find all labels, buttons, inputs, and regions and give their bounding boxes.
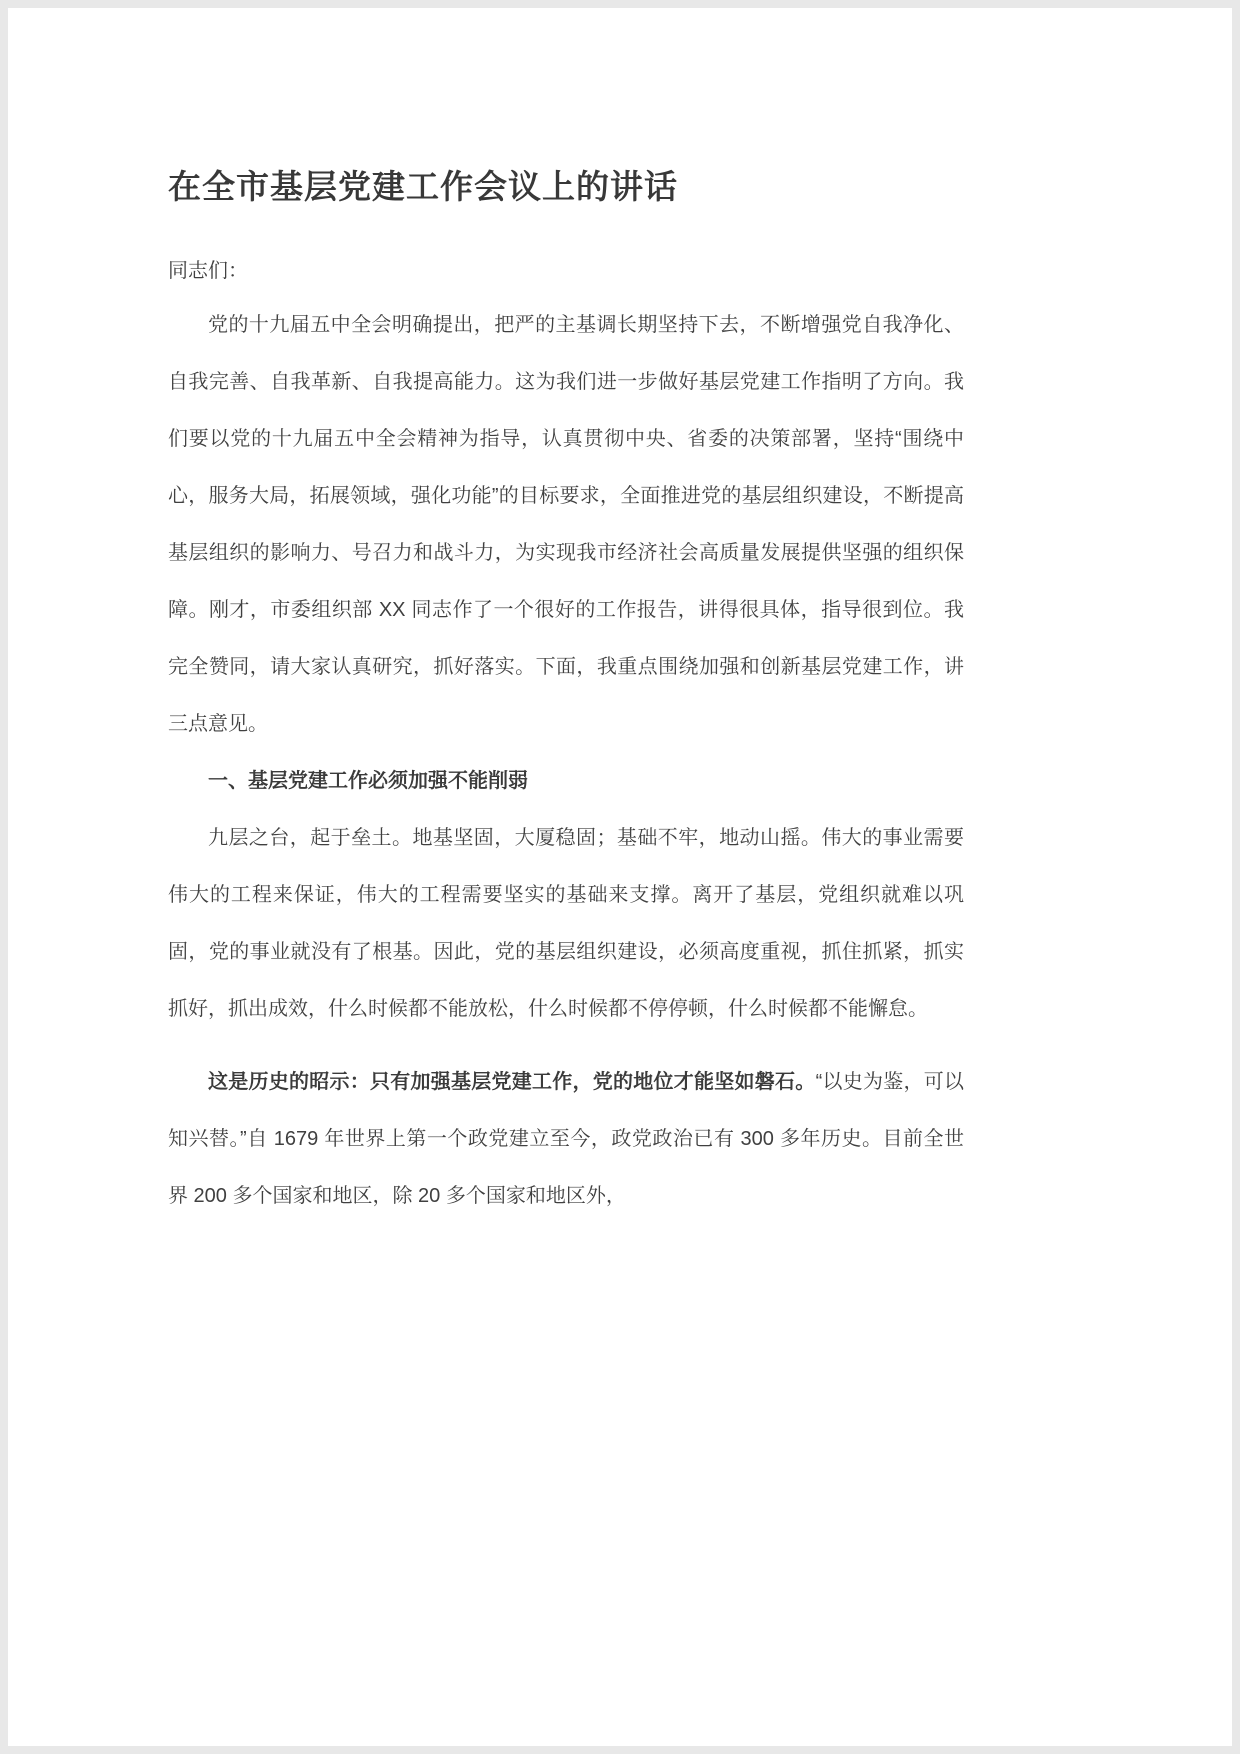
document-page xyxy=(8,8,1232,1746)
paragraph xyxy=(168,1054,964,1225)
salutation: 同志们： xyxy=(168,259,248,282)
document-title: 在全市基层党建工作会议上的讲话 xyxy=(168,168,678,205)
paragraph-text: “以史为鉴，可以知兴替。”自 1679 年世界上第一个政党建立至今，政党政治已有 300 多年历史。目前全世界 200 多个国家和地区，除 20 多个国家和地区外， xyxy=(168,1070,965,1207)
section-heading: 一、基层党建工作必须加强不能削弱 xyxy=(208,769,528,792)
document-body xyxy=(168,297,964,1225)
paragraph: 九层之台，起于垒土。地基坚固，大厦稳固；基础不牢，地动山摇。伟大的事业需要伟大的工程来保证，伟大的工程需要坚实的基础来支撑。离开了基层，党组织就难以巩固，党的事业就没有了根基。因此，党的基层组织建设，必须高度重视，抓住抓紧，抓实抓好，抓出成效，什么时候都不能放松，什么时候都不停停顿，什么时候都不能懈怠。 xyxy=(168,826,964,1020)
paragraph-bold-lead: 这是历史的昭示：只有加强基层党建工作，党的地位才能坚如磐石。 xyxy=(208,1070,816,1093)
paragraph: 党的十九届五中全会明确提出，把严的主基调长期坚持下去，不断增强党自我净化、自我完善、自我革新、自我提高能力。这为我们进一步做好基层党建工作指明了方向。我们要以党的十九届五中全会精神为指导，认真贯彻中央、省委的决策部署，坚持“围绕中心，服务大局，拓展领域，强化功能”的目标要求，全面推进党的基层组织建设，不断提高基层组织的影响力、号召力和战斗力，为实现我市经济社会高质量发展提供坚强的组织保障。刚才，市委组织部 XX 同志作了一个很好的工作报告，讲得很具体，指导很到位。我完全赞同，请大家认真研究，抓好落实。下面，我重点围绕加强和创新基层党建工作，讲三点意见。 xyxy=(168,313,964,735)
